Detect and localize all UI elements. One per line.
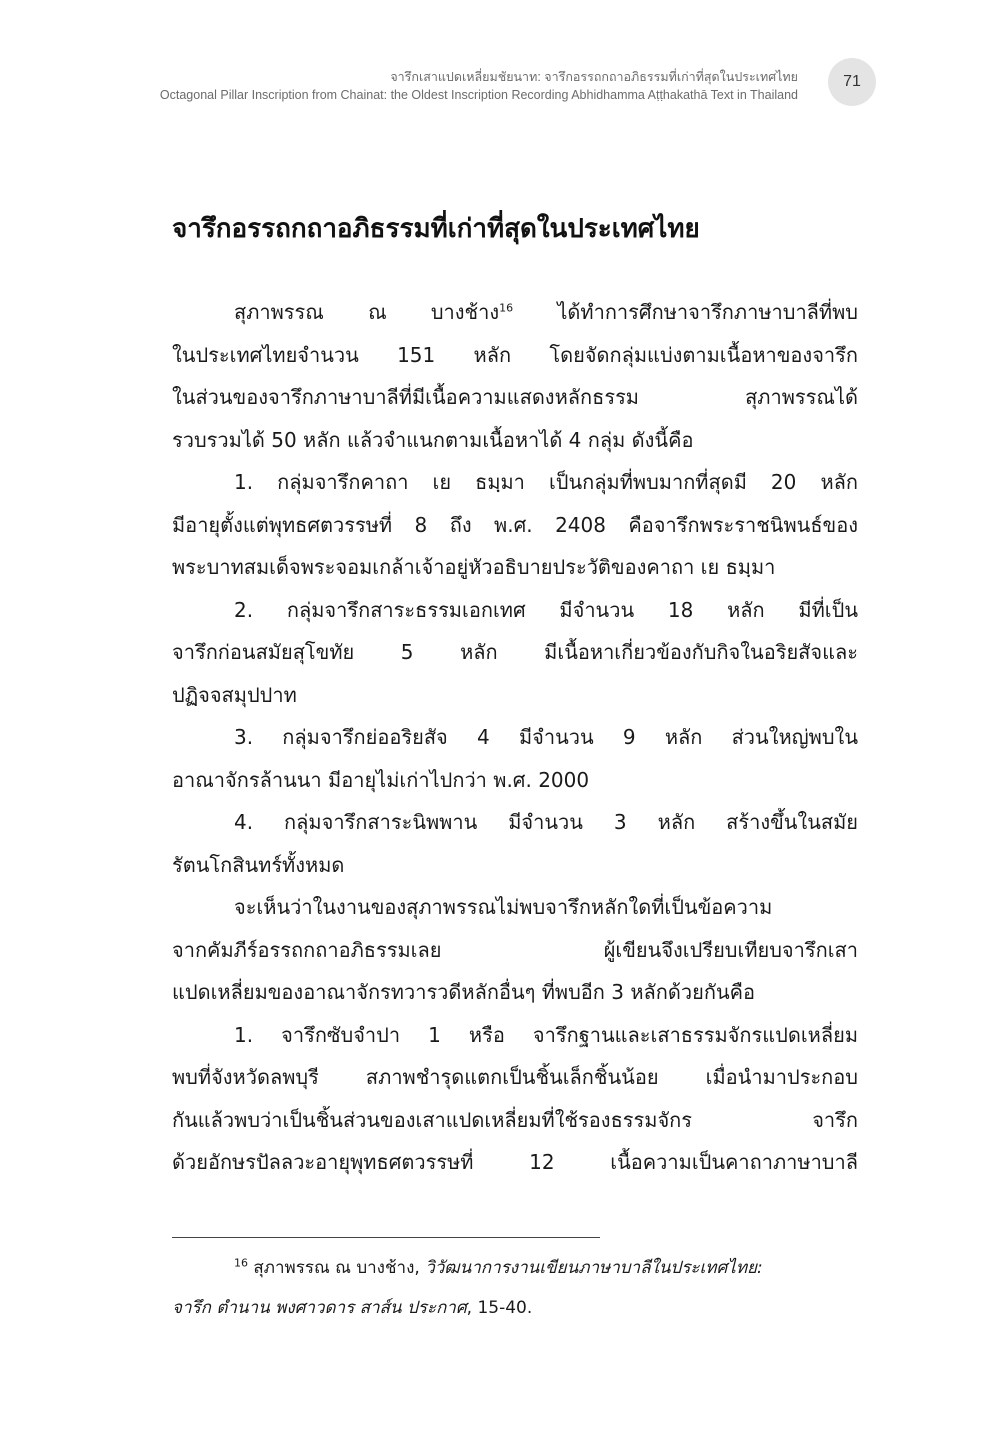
footnote-author: สุภาพรรณ ณ บางช้าง, <box>248 1258 426 1278</box>
list-item-line: 1. จารึกซับจำปา 1 หรือ จารึกฐานและเสาธรรมจักรแปดเหลี่ยม <box>234 1022 858 1047</box>
paragraph-line: แปดเหลี่ยมของอาณาจักรทวารวดีหลักอื่นๆ ที่พบอีก 3 หลักด้วยกันคือ <box>172 980 756 1004</box>
paragraph-line: ในส่วนของจารึกภาษาบาลีที่มีเนื้อความแสดงหลักธรรม สุภาพรรณได้ <box>172 385 858 409</box>
paragraph-line: รวบรวมได้ 50 หลัก แล้วจำแนกตามเนื้อหาได้ 4 กลุ่ม ดังนี้คือ <box>172 427 694 452</box>
footnote-number: 16 <box>234 1256 248 1270</box>
list-item-line: 2. กลุ่มจารึกสาระธรรมเอกเทศ มีจำนวน 18 หลัก มีที่เป็น <box>234 597 858 622</box>
list-item-line: ด้วยอักษรปัลลวะอายุพุทธศตวรรษที่ 12 เนื้อความเป็นคาถาภาษาบาลี <box>172 1150 858 1174</box>
footnote-title: จารึก ตำนาน พงศาวดาร สาส์น ประกาศ <box>172 1298 467 1318</box>
footnote-divider <box>172 1237 600 1238</box>
footnote-line <box>172 1248 858 1288</box>
footnote <box>172 1248 858 1328</box>
list-item-line: กันแล้วพบว่าเป็นชิ้นส่วนของเสาแปดเหลี่ยมที่ใช้รองธรรมจักร จารึก <box>172 1107 858 1132</box>
list-item-line: พระบาทสมเด็จพระจอมเกล้าเจ้าอยู่หัวอธิบายประวัติของคาถา เย ธมฺมา <box>172 555 776 579</box>
paragraph-line: จากคัมภีร์อรรถกถาอภิธรรมเลย ผู้เขียนจึงเปรียบเทียบจารึกเสา <box>172 937 858 962</box>
list-item-line: พบที่จังหวัดลพบุรี สภาพชำรุดแตกเป็นชิ้นเล็กชิ้นน้อย เมื่อนำมาประกอบ <box>172 1065 858 1089</box>
running-header <box>160 68 798 104</box>
list-item-line: จารึกก่อนสมัยสุโขทัย 5 หลัก มีเนื้อหาเกี่ยวข้องกับกิจในอริยสัจและ <box>172 640 858 664</box>
footnote-pages: , 15-40. <box>466 1298 533 1318</box>
list-item-line: อาณาจักรล้านนา มีอายุไม่เก่าไปกว่า พ.ศ. 2000 <box>172 767 590 792</box>
list-item-line: 1. กลุ่มจารึกคาถา เย ธมฺมา เป็นกลุ่มที่พบมากที่สุดมี 20 หลัก <box>234 470 858 494</box>
footnote-title: วิวัฒนาการงานเขียนภาษาบาลีในประเทศไทย: <box>425 1258 763 1278</box>
section-title: จารึกอรรถกถาอภิธรรมที่เก่าที่สุดในประเทศไทย <box>172 214 700 244</box>
running-header-english: Octagonal Pillar Inscription from Chainat: the Oldest Inscription Recording Abhidhamma Aṭṭhakathā Text in Thailand <box>159 88 798 102</box>
paragraph-line: จะเห็นว่าในงานของสุภาพรรณไม่พบจารึกหลักใดที่เป็นข้อความ <box>234 895 773 919</box>
running-header-thai: จารึกเสาแปดเหลี่ยมชัยนาท: จารึกอรรถกถาอภิธรรมที่เก่าที่สุดในประเทศไทย <box>390 70 798 84</box>
paragraph-line <box>172 291 858 334</box>
page-number-badge: 71 <box>828 58 876 106</box>
body-text-run: สุภาพรรณ ณ บางช้าง <box>234 300 500 324</box>
list-item-line: 3. กลุ่มจารึกย่ออริยสัจ 4 มีจำนวน 9 หลัก ส่วนใหญ่พบใน <box>234 725 858 749</box>
paragraph-line: ในประเทศไทยจำนวน 151 หลัก โดยจัดกลุ่มแบ่งตามเนื้อหาของจารึก <box>172 342 858 367</box>
list-item-line: รัตนโกสินทร์ทั้งหมด <box>172 852 345 877</box>
list-item-line: 4. กลุ่มจารึกสาระนิพพาน มีจำนวน 3 หลัก สร้างขึ้นในสมัย <box>234 810 858 834</box>
body-text <box>172 291 858 1184</box>
footnote-line <box>172 1288 858 1328</box>
list-item-line: ปฏิจจสมุปปาท <box>172 682 297 707</box>
footnote-reference[interactable]: 16 <box>499 301 514 315</box>
list-item-line: มีอายุตั้งแต่พุทธศตวรรษที่ 8 ถึง พ.ศ. 2408 คือจารึกพระราชนิพนธ์ของ <box>172 512 858 537</box>
body-text-run: ได้ทำการศึกษาจารึกภาษาบาลีที่พบ <box>513 300 858 324</box>
